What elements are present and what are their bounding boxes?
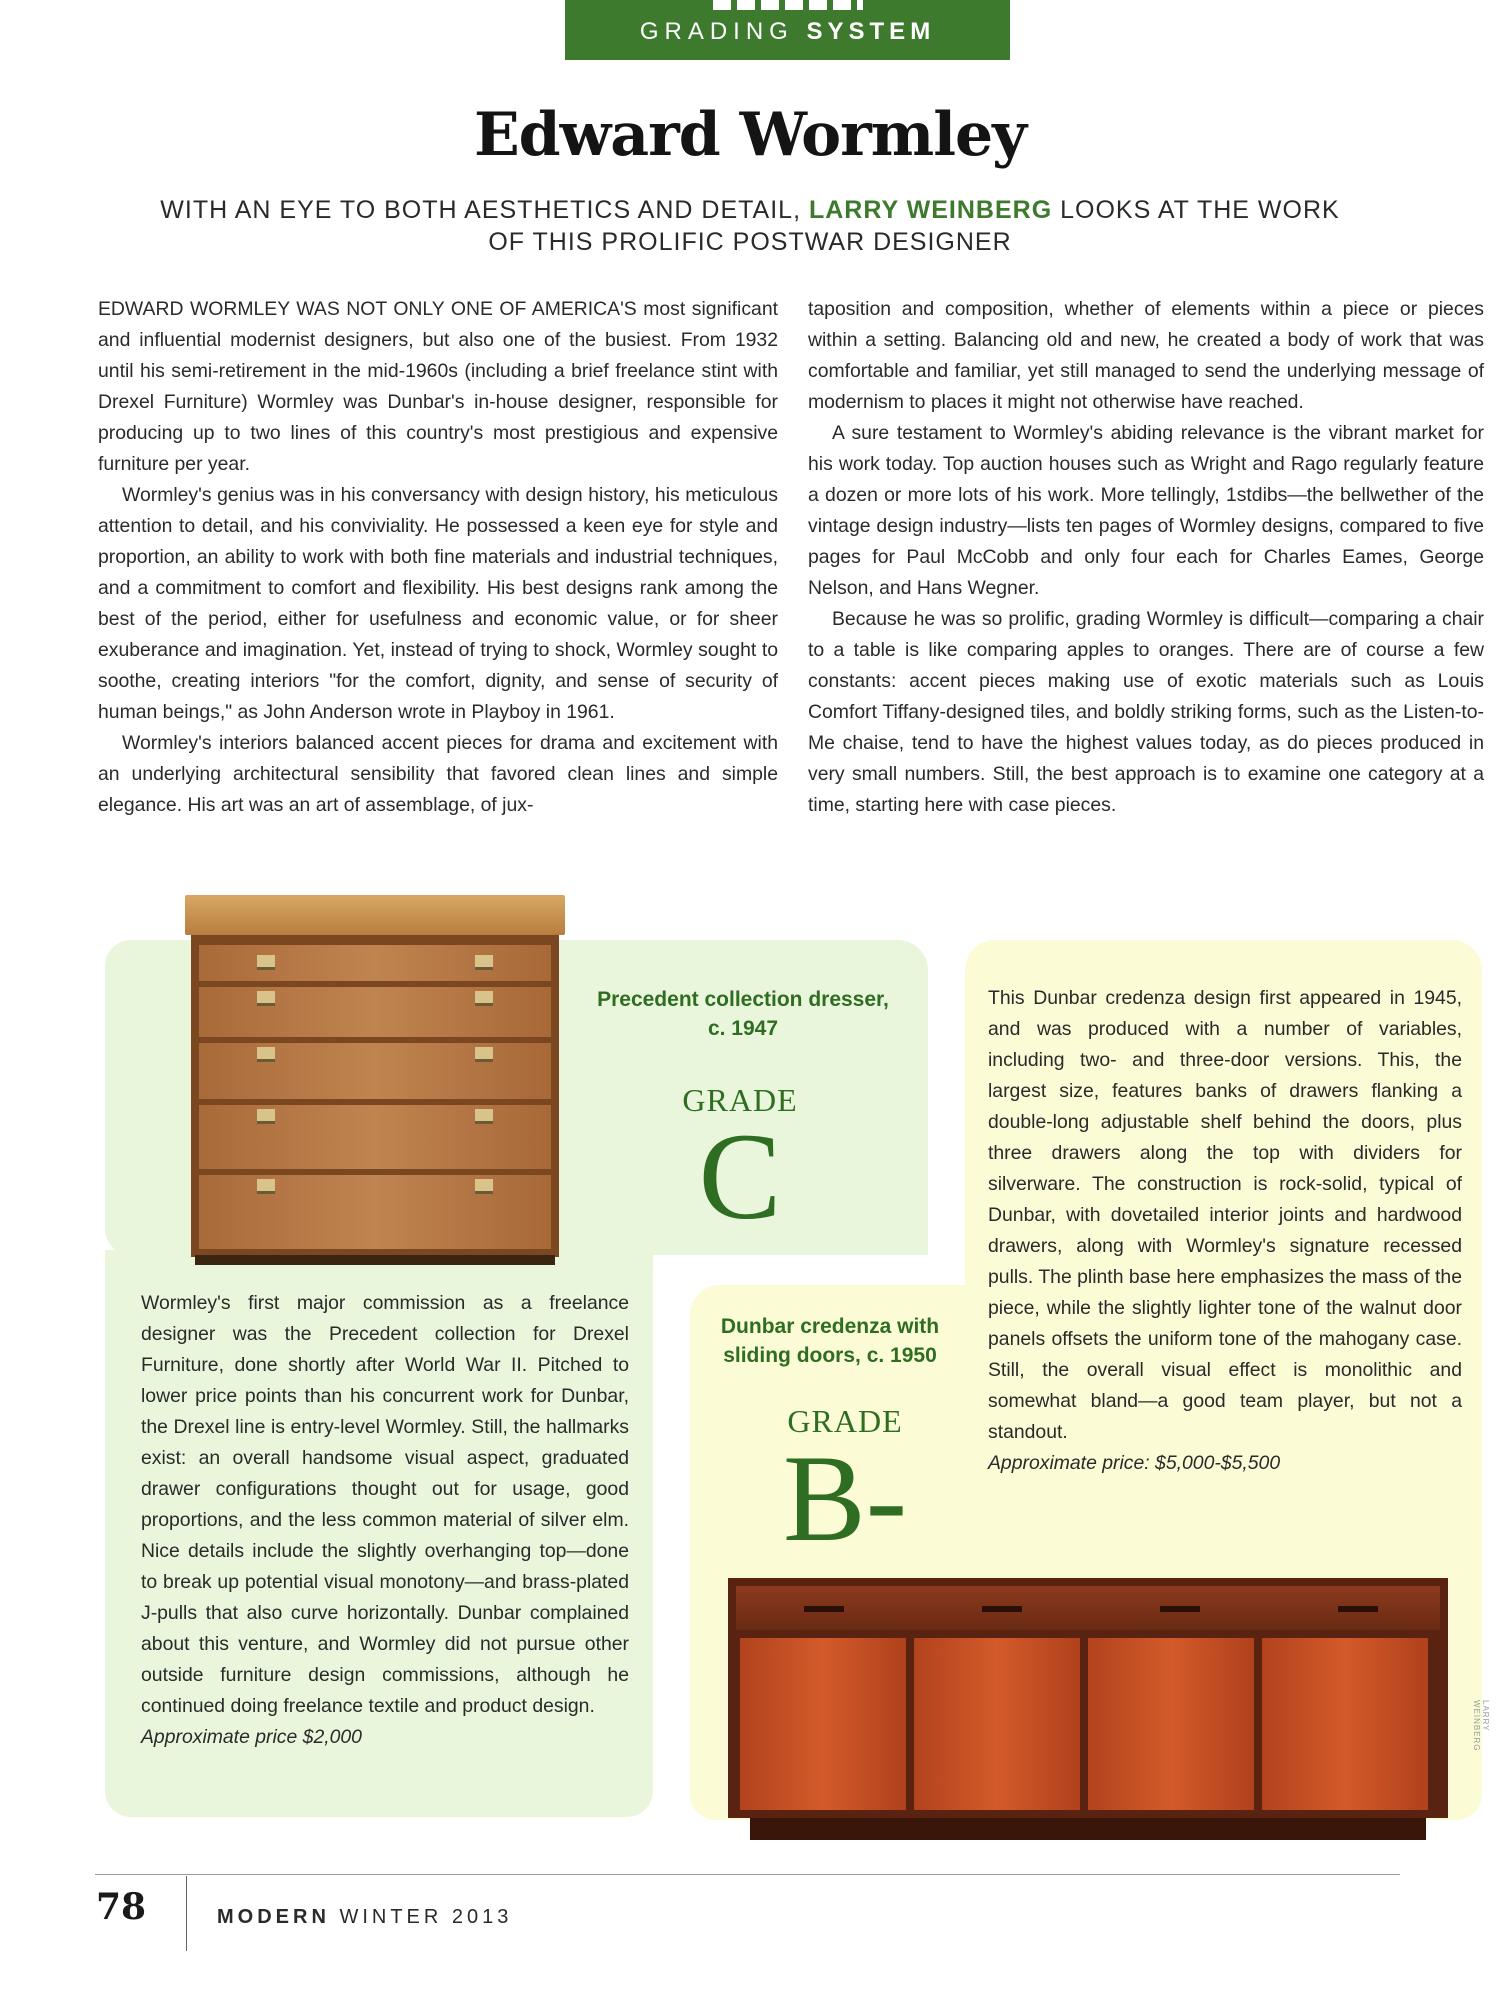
folio — [217, 1906, 512, 1929]
magazine-name: MODERN — [217, 1906, 330, 1928]
footer-rule — [95, 1874, 1400, 1875]
credenza-door — [1088, 1638, 1254, 1810]
dresser-caption-line: Precedent collection dresser, — [597, 988, 889, 1011]
article-dek — [150, 194, 1350, 258]
body-paragraph: Wormley's genius was in his conversancy with design history, his meticulous attention to detail, and his conviviality. He possessed a keen eye for style and proportion, an ability to work with both fine materials and industrial techniques, and a commitment to comfort and flexibility. His best designs rank among the best of the period, either for usefulness and economic value, or for sheer exuberance and imagination. Yet, instead of trying to shock, Wormley sought to soothe, creating interiors "for the comfort, dignity, and sense of security of human beings," as John Anderson wrote in Playboy in 1961. — [98, 484, 778, 723]
dek-text-before: WITH AN EYE TO BOTH AESTHETICS AND DETAIL, — [160, 196, 802, 224]
credenza-grade-label: GRADE — [787, 1403, 903, 1439]
body-paragraph: Wormley's interiors balanced accent pieces for drama and excitement with an underlying architectural sensibility that favored clean lines and simple elegance. His art was an art of assemblage, of jux- — [98, 732, 778, 816]
dresser-case — [191, 935, 559, 1257]
credenza-door — [914, 1638, 1080, 1810]
drawer-pull-icon — [1160, 1606, 1200, 1612]
credenza-description — [988, 983, 1462, 1479]
credenza-case — [728, 1578, 1448, 1818]
drawer-pull-icon — [1338, 1606, 1378, 1612]
drawer-pull-icon — [475, 1109, 493, 1124]
dresser-drawer — [199, 945, 551, 981]
drawer-pull-icon — [475, 1047, 493, 1062]
drawer-pull-icon — [475, 955, 493, 970]
credenza-photo — [728, 1578, 1448, 1840]
drawer-pull-icon — [257, 1047, 275, 1062]
dresser-grade: C — [698, 1108, 782, 1245]
page-number: 78 — [96, 1886, 147, 1928]
article-title: Edward Wormley — [473, 100, 1027, 170]
drawer-pull-icon — [257, 1109, 275, 1124]
issue-date: WINTER 2013 — [339, 1906, 513, 1928]
article-column-left — [98, 294, 778, 821]
drawer-pull-icon — [475, 1179, 493, 1194]
dresser-caption-line: c. 1947 — [707, 1017, 779, 1040]
dresser-drawer — [199, 1105, 551, 1169]
credenza-description-text: This Dunbar credenza design first appeared in 1945, and was produced with a number of variables, including two- and three-door versions. This, the largest size, features banks of drawers flanking a double-long adjustable shelf behind the doors, plus three drawers along the top with dividers for silverware. The construction is rock-solid, typical of Dunbar, with dovetailed interior joints and hardwood drawers, along with Wormley's signature recessed pulls. The plinth base here emphasizes the mass of the piece, while the slightly lighter tone of the walnut door panels offsets the uniform tone of the mahogany case. Still, the overall visual effect is monolithic and somewhat bland—a good team player, but not a standout. — [988, 987, 1462, 1443]
section-label-bold: SYSTEM — [806, 18, 936, 45]
credenza-price: Approximate price: $5,000-$5,500 — [988, 1452, 1281, 1474]
body-paragraph: EDWARD WORMLEY WAS NOT ONLY ONE OF AMERICA'S most significant and influential modernist designers, but also one of the busiest. From 1932 until his semi-retirement in the mid-1960s (including a brief freelance stint with Drexel Furniture) Wormley was Dunbar's in-house designer, responsible for producing up to two lines of this country's most prestigious and expensive furniture per year. — [98, 298, 778, 475]
dresser-price: Approximate price $2,000 — [141, 1726, 362, 1748]
drawer-pull-icon — [257, 991, 275, 1006]
credenza-door — [740, 1638, 906, 1810]
credenza-caption — [700, 1312, 960, 1370]
credenza-drawer-row — [736, 1586, 1440, 1630]
credenza-caption-line: sliding doors, c. 1950 — [723, 1344, 937, 1367]
drawer-pull-icon — [257, 1179, 275, 1194]
section-tab — [565, 0, 1010, 60]
photo-credit: LARRY WEINBERG — [1472, 1700, 1490, 1752]
credenza-plinth — [750, 1818, 1426, 1840]
dresser-drawer — [199, 1175, 551, 1249]
dresser-top — [185, 895, 565, 935]
dresser-description-text: Wormley's first major commission as a freelance designer was the Precedent collection for Drexel Furniture, done shortly after World War II. Pitched to lower price points than his concurrent work for Dunbar, the Drexel line is entry-level Wormley. Still, the hallmarks exist: an overall handsome visual aspect, graduated drawer configurations thought out for usage, good proportions, and the less common material of silver elm. Nice details include the slightly overhanging top—done to break up potential visual monotony—and brass-plated J-pulls that also curve horizontally. Dunbar complained about this venture, and Wormley did not pursue other outside furniture design commissions, although he continued doing freelance textile and product design. — [141, 1292, 629, 1717]
drawer-pull-icon — [475, 991, 493, 1006]
credenza-grade: B- — [783, 1430, 907, 1567]
dresser-grade-label: GRADE — [682, 1082, 798, 1118]
drawer-pull-icon — [982, 1606, 1022, 1612]
drawer-pull-icon — [804, 1606, 844, 1612]
dresser-description — [141, 1288, 629, 1753]
dresser-drawer — [199, 1043, 551, 1099]
body-paragraph: taposition and composition, whether of elements within a piece or pieces within a setting. Balancing old and new, he created a body of work that was comfortable and familiar, yet still managed to send the underlying message of modernism to places it might not otherwise have reached. — [808, 298, 1484, 413]
dek-text-after: LOOKS AT THE WORK OF THIS PROLIFIC POSTWAR DESIGNER — [488, 196, 1340, 256]
dresser-photo — [185, 895, 565, 1265]
dek-author: LARRY WEINBERG — [808, 196, 1053, 224]
dresser-drawer — [199, 987, 551, 1037]
footer-divider — [186, 1876, 187, 1951]
body-paragraph: Because he was so prolific, grading Wormley is difficult—comparing a chair to a table is like comparing apples to oranges. There are of course a few constants: accent pieces making use of exotic materials such as Louis Comfort Tiffany-designed tiles, and boldly striking forms, such as the Listen-to-Me chaise, tend to have the highest values today, as do pieces produced in very small numbers. Still, the best approach is to examine one category at a time, starting here with case pieces. — [808, 608, 1484, 816]
credenza-caption-line: Dunbar credenza with — [720, 1315, 940, 1338]
article-column-right — [808, 294, 1484, 821]
section-tab-ornament — [713, 0, 863, 10]
credenza-door — [1262, 1638, 1428, 1810]
drawer-pull-icon — [257, 955, 275, 970]
section-label-light: GRADING — [639, 18, 794, 45]
section-label — [565, 10, 1010, 54]
body-paragraph: A sure testament to Wormley's abiding relevance is the vibrant market for his work today. Top auction houses such as Wright and Rago regularly feature a dozen or more lots of his work. More tellingly, 1stdibs—the bellwether of the vintage design industry—lists ten pages of Wormley designs, compared to five pages for Paul McCobb and only four each for Charles Eames, George Nelson, and Hans Wegner. — [808, 422, 1484, 599]
dresser-base — [195, 1255, 555, 1265]
dresser-caption — [578, 985, 908, 1043]
